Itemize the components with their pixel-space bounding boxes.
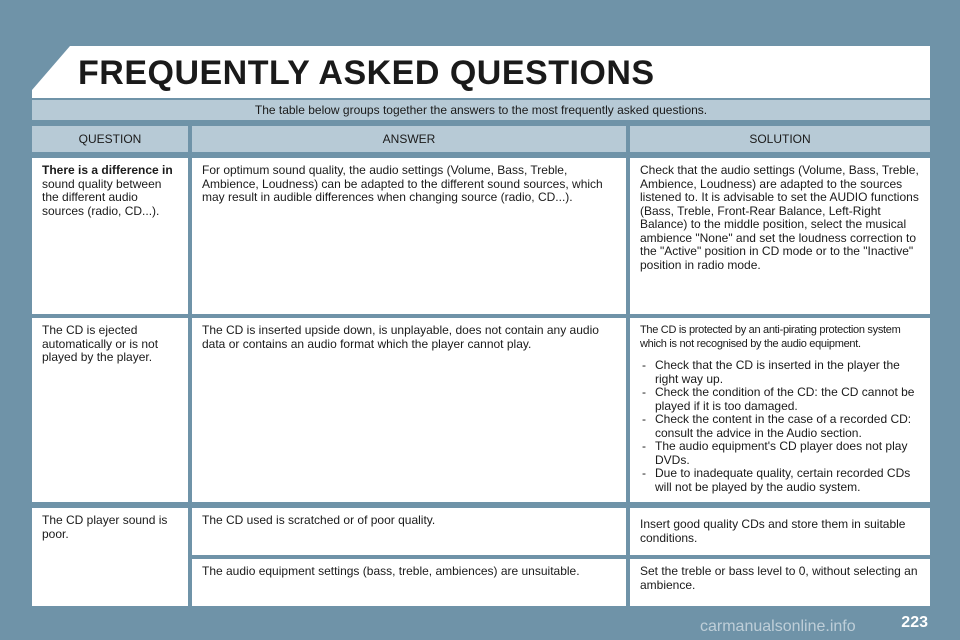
row1-question bbox=[32, 158, 188, 314]
subtitle: The table below groups together the answers to the most frequently asked questions. bbox=[32, 100, 930, 120]
row3-question: The CD player sound is poor. bbox=[32, 508, 188, 606]
row3-answer-1: The CD used is scratched or of poor quality. bbox=[192, 508, 626, 555]
row2-solution-list bbox=[640, 359, 920, 494]
row3-solution-2: Set the treble or bass level to 0, without selecting an ambience. bbox=[630, 559, 930, 606]
row2-answer: The CD is inserted upside down, is unplayable, does not contain any audio data or contains an audio format which the player cannot play. bbox=[192, 318, 626, 502]
header-question: QUESTION bbox=[32, 126, 188, 152]
row3-answer-2: The audio equipment settings (bass, treble, ambiences) are unsuitable. bbox=[192, 559, 626, 606]
list-item: - Check the condition of the CD: the CD cannot be played if it is too damaged. bbox=[640, 386, 920, 413]
row1-question-rest: sound quality between the different audio sources (radio, CD...). bbox=[42, 176, 162, 218]
row2-solution-intro: The CD is protected by an anti-pirating protection system which is not recognised by the audio equipment. bbox=[640, 324, 901, 350]
row1-solution: Check that the audio settings (Volume, Bass, Treble, Ambience, Loudness) are adapted to the sources listened to. It is advisable to set the AUDIO functions (Bass, Treble, Front-Rear Balance, Left-Right Balance) to the middle position, select the musical ambience "None" and set the loudness correction to the "Active" position in CD mode or to the "Inactive" position in radio mode. bbox=[630, 158, 930, 314]
watermark: carmanualsonline.info bbox=[700, 618, 856, 635]
row3-solution-1: Insert good quality CDs and store them in suitable conditions. bbox=[630, 508, 930, 555]
list-item: - Check the content in the case of a recorded CD: consult the advice in the Audio section. bbox=[640, 413, 920, 440]
list-item: - Due to inadequate quality, certain recorded CDs will not be played by the audio system. bbox=[640, 467, 920, 494]
row1-answer: For optimum sound quality, the audio settings (Volume, Bass, Treble, Ambience, Loudness) can be adapted to the different sound sources, which may result in audible differences when changing source (radio, CD...). bbox=[192, 158, 626, 314]
list-item: - The audio equipment's CD player does not play DVDs. bbox=[640, 440, 920, 467]
page-number: 223 bbox=[901, 614, 928, 631]
row1-question-lead: There is a difference in bbox=[42, 163, 173, 177]
row2-question: The CD is ejected automatically or is not played by the player. bbox=[32, 318, 188, 502]
list-item: - Check that the CD is inserted in the player the right way up. bbox=[640, 359, 920, 386]
header-answer: ANSWER bbox=[192, 126, 626, 152]
row2-solution bbox=[630, 318, 930, 502]
header-solution: SOLUTION bbox=[630, 126, 930, 152]
page-title: FREQUENTLY ASKED QUESTIONS bbox=[78, 54, 655, 92]
